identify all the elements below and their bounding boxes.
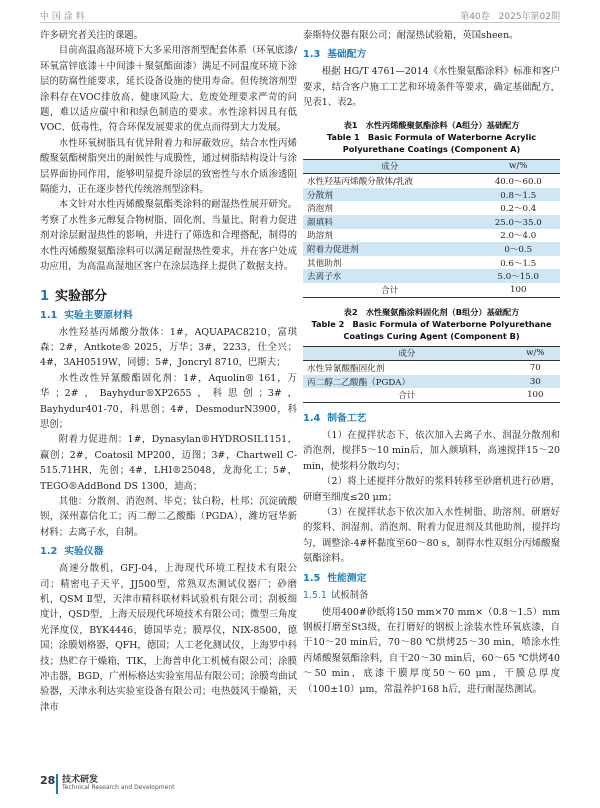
table-caption-en: Polyurethane Coatings (Component A) bbox=[342, 143, 521, 154]
table-row bbox=[303, 188, 560, 202]
subsection-heading bbox=[40, 308, 297, 323]
table-cell: 0.8～1.5 bbox=[477, 188, 561, 202]
table-row-total bbox=[303, 283, 560, 297]
table-1 bbox=[303, 159, 560, 298]
section-label-en: Technical Research and Development bbox=[62, 784, 175, 791]
table-row bbox=[303, 201, 560, 215]
table-cell: 5.0～15.0 bbox=[477, 269, 561, 283]
table-cell: 去离子水 bbox=[303, 269, 477, 283]
paragraph: 高速分散机，GFJ-04，上海现代环境工程技术有限公司；精密电子天平，JJ500型，常熟双杰测试仪器厂；砂磨机，QSM Ⅱ型，天津市精科联材料试验机有限公司；刮板细度计，QSD型，上海天辰现代环境技术有限公司；微型三角度光泽度仪，BYK4446，德国毕克；膜厚仪，NIX-8500，德国；涂膜划格器，QFH，德国；人工老化测试仪，上海罗中科技；热贮存干燥箱，TIK，上海普申化工机械有限公司；涂膜冲击器，BGD，广州标格达实验室用品有限公司；涂膜弯曲试验器，天津永利达实验室设备有限公司；电热鼓风干燥箱，天津市 bbox=[40, 563, 297, 713]
table-cell: 2.0～4.0 bbox=[500, 231, 537, 242]
paragraph: 水性改性异氰酸酯固化剂：1#，Aquolin® 161，万华；2#，Bayhydur®XP2655，科思创；3#，Bayhydur401-70，科思创；4#，DesmodurN3900，科思创； bbox=[40, 372, 297, 430]
subsubsection-heading bbox=[303, 588, 560, 603]
subsection-heading bbox=[303, 411, 560, 426]
journal-name: 中 国 涂 料 bbox=[40, 12, 85, 22]
table-cell: 分散剂 bbox=[303, 188, 477, 202]
table-cell: 附着力促进剂 bbox=[303, 242, 477, 256]
table-caption bbox=[303, 306, 560, 342]
table-row-total bbox=[303, 388, 560, 402]
footer-accent-bar bbox=[56, 774, 58, 794]
paragraph: 其他：分散剂、消泡剂、毕克；钛白粉，杜邦；沉淀硫酸钡，深州嘉信化工；丙二醇二乙酸酯（PGDA），潍坊冠华新材料；去离子水，自制。 bbox=[40, 495, 297, 538]
table-row bbox=[303, 215, 560, 229]
section-title: 实验部分 bbox=[55, 288, 108, 304]
running-header bbox=[40, 6, 560, 22]
table-cell: 40.0～60.0 bbox=[494, 177, 542, 188]
table-cell: 100 bbox=[511, 388, 560, 402]
subsubsection-number: 1.5.1 bbox=[303, 589, 327, 601]
subsection-title: 实验主要原材料 bbox=[64, 309, 133, 321]
table-header-value: w/% bbox=[477, 159, 561, 174]
paragraph: 水性环氧树脂具有优异附着力和屏蔽效应，结合水性丙烯酸聚氨酯树脂突出的耐候性与成膜性，通过树脂结构设计与涂层界面协同作用，能够明显提升涂层的致密性与水介质渗透阻隔能力，正在逐步替代传统溶剂型涂料。 bbox=[40, 137, 297, 196]
table-cell: 0.2～0.4 bbox=[500, 204, 537, 215]
table-cell: 70 bbox=[529, 362, 541, 373]
table-cell: 0～0.5 bbox=[477, 242, 561, 256]
left-column bbox=[40, 28, 297, 715]
subsection-title: 基础配方 bbox=[327, 49, 367, 61]
table-header-component: 成分 bbox=[303, 159, 477, 174]
subsection-number: 1.1 bbox=[40, 309, 58, 321]
table-row bbox=[303, 256, 560, 270]
table-row bbox=[303, 375, 560, 389]
paragraph: 目前高温高湿环境下大多采用溶剂型配套体系（环氧底漆/环氧富锌底漆＋中间漆＋聚氨酯面漆）满足不同温度环境下涂层的防腐性能要求，延长设备设施的使用寿命。但传统溶剂型涂料存在VOC排放高、健康风险大、危废处理要求严苛的问题，难以适应碳中和和绿色制造的要求。水性涂料因具有低VOC、低毒性，符合环保发展要求的优点而得到大力发展。 bbox=[40, 45, 297, 134]
subsection-title: 实验仪器 bbox=[64, 546, 104, 558]
table-cell: 水性异氰酸酯固化剂 bbox=[307, 363, 385, 374]
subsection-heading bbox=[303, 571, 560, 586]
table-caption-cn: 表1 水性丙烯酸聚氨酯涂料（A组分）基础配方 bbox=[343, 119, 520, 130]
section-label-cn: 技术研发 bbox=[62, 775, 99, 785]
right-column bbox=[303, 28, 560, 697]
table-row bbox=[303, 174, 560, 188]
table-row bbox=[303, 242, 560, 256]
table-cell: 丙二醇二乙酸酯（PGDA） bbox=[303, 375, 511, 389]
subsection-title: 制备工艺 bbox=[327, 412, 367, 424]
table-cell: 0.6～1.5 bbox=[500, 258, 537, 269]
section-number: 1 bbox=[40, 288, 50, 304]
table-cell: 其他助剂 bbox=[307, 258, 342, 269]
subsection-heading bbox=[40, 544, 297, 559]
table-caption bbox=[303, 119, 560, 155]
paragraph: 许多研究者关注的课题。 bbox=[40, 30, 144, 41]
paragraph: 本文针对水性丙烯酸聚氨酯类涂料的耐湿热性展开研究。考察了水性多元醇复合物树脂、固化剂、当量比、附着力促进剂对涂层耐湿热性的影响，并进行了筛选和合理搭配，制得的水性丙烯酸聚氨酯涂料可以满足耐湿热性要求，并在客户处成功应用，为高温高湿地区客户在涂层选择上提供了数据支持。 bbox=[40, 199, 297, 273]
subsection-heading bbox=[303, 47, 560, 62]
table-row bbox=[303, 229, 560, 243]
table-row bbox=[303, 361, 560, 375]
section-heading bbox=[40, 285, 297, 304]
subsection-number: 1.4 bbox=[303, 412, 321, 424]
paragraph: 附着力促进剂：1#，Dynasylan®HYDROSIL1151，赢创；2#，Coatosil MP200，迈图；3#，Chartwell C-515.71HR，先创；4#，LHI®25048，龙海化工；5#，TEGO®AddBond DS 1300，迪高； bbox=[40, 434, 297, 492]
paragraph: （2）将上述搅拌分散好的浆料转移至砂磨机进行砂磨，研磨至细度≤20 μm； bbox=[303, 476, 560, 503]
paragraph: 水性羟基丙烯酸分散体：1#，AQUAPAC8210，富琪森；2#，Antkote® 2025，万华；3#，2233，仕全兴；4#，3AH0519W，同德；5#，Joncryl 8710，巴斯夫； bbox=[40, 326, 297, 369]
paragraph: （3）在搅拌状态下依次加入水性树脂、助溶剂、研磨好的浆料、润湿剂、消泡剂、附着力促进剂及其他助剂，搅拌均匀，调整涂-4#杯黏度至60～80 s，制得水性双组分丙烯酸聚氨酯涂料。 bbox=[303, 506, 560, 565]
subsection-number: 1.5 bbox=[303, 572, 321, 584]
table-cell: 颜填料 bbox=[303, 215, 477, 229]
table-cell: 合计 bbox=[303, 388, 511, 402]
table-cell: 30 bbox=[511, 375, 560, 389]
table-cell: 合计 bbox=[303, 283, 477, 297]
subsection-number: 1.3 bbox=[303, 49, 321, 61]
header-rule bbox=[40, 22, 560, 23]
table-caption-en: Table 2 Basic Formula of Waterborne Polyurethane bbox=[311, 318, 552, 329]
table-cell: 25.0～35.0 bbox=[477, 215, 561, 229]
table-header-value: w/% bbox=[511, 346, 560, 361]
table-header-component: 成分 bbox=[303, 346, 511, 361]
table-cell: 助溶剂 bbox=[307, 231, 333, 242]
subsubsection-title: 试板制备 bbox=[330, 589, 369, 601]
table-caption-cn: 表2 水性聚氨酯涂料固化剂（B组分）基础配方 bbox=[343, 306, 520, 317]
table-cell: 水性羟基丙烯酸分散体/乳液 bbox=[307, 177, 414, 188]
table-caption-en: Coatings Curing Agent (Component B) bbox=[343, 330, 520, 341]
paragraph: 根据 HG/T 4761—2014《水性聚氨酯涂料》标准和客户要求，结合客户施工工艺和环境条件等要求，确定基础配方，见表1、表2。 bbox=[303, 66, 560, 109]
subsection-title: 性能测定 bbox=[327, 572, 367, 584]
paragraph: 泰斯特仪器有限公司；耐湿热试验箱，英国sheen。 bbox=[303, 30, 519, 41]
table-cell: 消泡剂 bbox=[307, 204, 333, 215]
paragraph: （1）在搅拌状态下，依次加入去离子水、润湿分散剂和消泡剂，搅拌5～10 min后，加入颜填料，高速搅拌15～20 min，使浆料分散均匀； bbox=[303, 429, 560, 472]
table-caption-en: Table 1 Basic Formula of Waterborne Acrylic bbox=[326, 131, 537, 142]
page-number: 28 bbox=[40, 774, 56, 787]
issue-info: 第40卷 2025年第02期 bbox=[460, 12, 560, 22]
table-2 bbox=[303, 346, 560, 403]
table-cell: 100 bbox=[477, 283, 561, 297]
paragraph: 使用400#砂纸将150 mm×70 mm×（0.8～1.5）mm钢板打磨至St3级，在打磨好的钢板上涂装水性环氧底漆，自干10～20 min后，70～80 ℃烘烤25～30 min，喷涂水性丙烯酸聚氨酯涂料，自干20～30 min后，60～65 ℃烘烤40～50 min，底漆干膜厚度50～60 μm，干膜总厚度（100±10）μm，常温养护168 h后，进行耐湿热测试。 bbox=[303, 606, 560, 695]
table-row bbox=[303, 269, 560, 283]
subsection-number: 1.2 bbox=[40, 546, 58, 558]
